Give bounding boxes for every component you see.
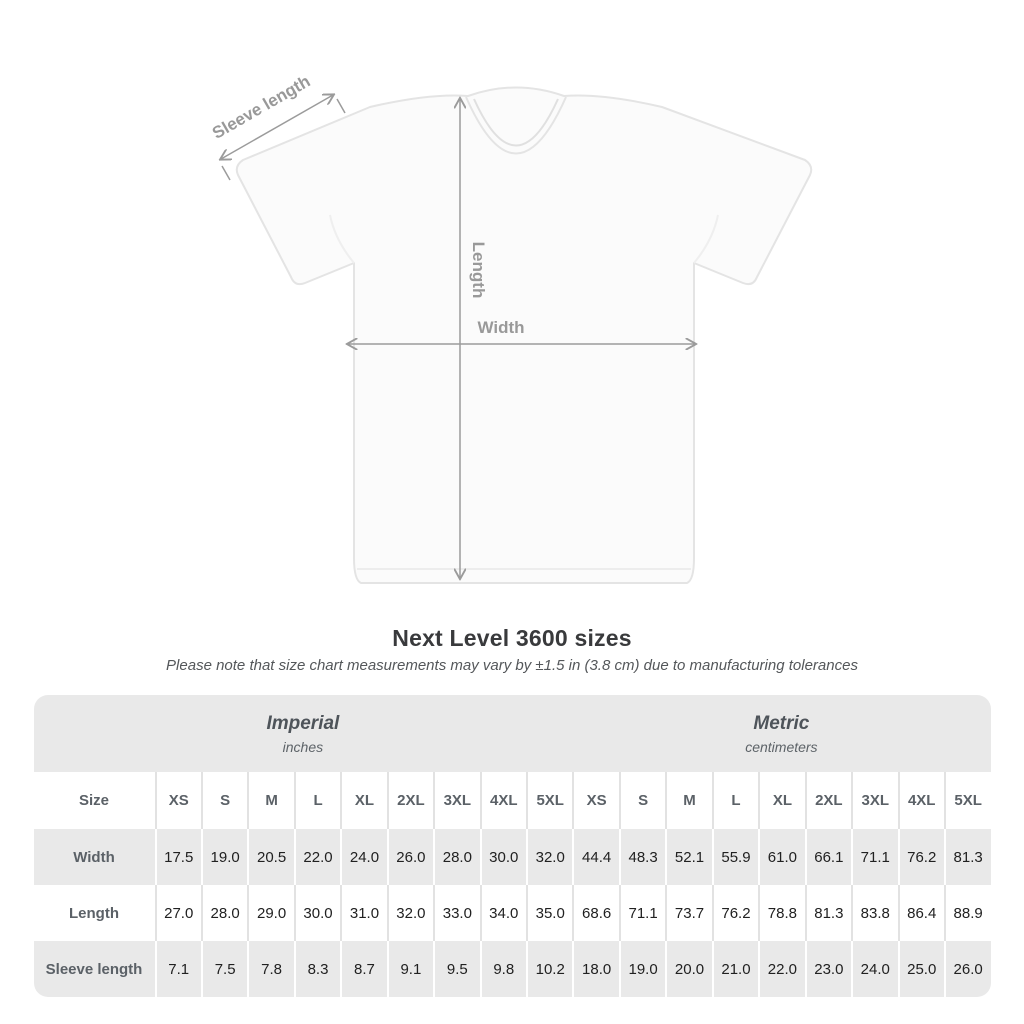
value-metric: 55.9 bbox=[712, 829, 758, 885]
imperial-sublabel: inches bbox=[282, 738, 324, 755]
value-imperial: 20.5 bbox=[247, 829, 293, 885]
measurement-row-length bbox=[34, 885, 991, 941]
value-imperial: 8.7 bbox=[340, 941, 386, 997]
row-label: Length bbox=[69, 904, 119, 922]
size-header-imperial: M bbox=[247, 772, 293, 829]
value-imperial: 10.2 bbox=[526, 941, 572, 997]
size-table-grid bbox=[34, 772, 991, 997]
value-metric: 21.0 bbox=[712, 941, 758, 997]
value-imperial: 29.0 bbox=[247, 885, 293, 941]
size-header-imperial: XL bbox=[340, 772, 386, 829]
value-metric: 25.0 bbox=[898, 941, 944, 997]
value-imperial: 7.5 bbox=[201, 941, 247, 997]
size-header-imperial: S bbox=[201, 772, 247, 829]
value-imperial: 17.5 bbox=[155, 829, 201, 885]
value-metric: 22.0 bbox=[758, 941, 804, 997]
width-label: Width bbox=[477, 318, 525, 337]
value-metric: 61.0 bbox=[758, 829, 804, 885]
size-header-metric: XS bbox=[572, 772, 618, 829]
value-imperial: 22.0 bbox=[294, 829, 340, 885]
value-imperial: 32.0 bbox=[387, 885, 433, 941]
value-imperial: 30.0 bbox=[294, 885, 340, 941]
row-label: Sleeve length bbox=[45, 960, 143, 978]
value-metric: 86.4 bbox=[898, 885, 944, 941]
measurement-row-sleeve-length bbox=[34, 941, 991, 997]
value-imperial: 35.0 bbox=[526, 885, 572, 941]
value-imperial: 27.0 bbox=[155, 885, 201, 941]
value-metric: 68.6 bbox=[572, 885, 618, 941]
value-imperial: 7.8 bbox=[247, 941, 293, 997]
size-header-metric: L bbox=[712, 772, 758, 829]
value-imperial: 8.3 bbox=[294, 941, 340, 997]
size-column-header: Size bbox=[78, 792, 109, 809]
size-header-imperial: L bbox=[294, 772, 340, 829]
size-header-metric: 3XL bbox=[851, 772, 897, 829]
value-imperial: 30.0 bbox=[480, 829, 526, 885]
row-label: Width bbox=[73, 848, 115, 866]
size-header-metric: 5XL bbox=[944, 772, 990, 829]
page-title: Next Level 3600 sizes bbox=[392, 625, 632, 651]
value-imperial: 19.0 bbox=[201, 829, 247, 885]
imperial-unit-header bbox=[34, 713, 573, 755]
sleeve-tick-right bbox=[337, 99, 345, 113]
value-metric: 20.0 bbox=[665, 941, 711, 997]
value-metric: 88.9 bbox=[944, 885, 990, 941]
value-imperial: 7.1 bbox=[155, 941, 201, 997]
value-imperial: 26.0 bbox=[387, 829, 433, 885]
length-label: Length bbox=[469, 241, 488, 299]
sleeve-tick-left bbox=[222, 166, 230, 180]
value-metric: 18.0 bbox=[572, 941, 618, 997]
metric-unit-header bbox=[572, 713, 990, 755]
size-header-imperial: 5XL bbox=[526, 772, 572, 829]
value-metric: 81.3 bbox=[944, 829, 990, 885]
size-header-metric: 4XL bbox=[898, 772, 944, 829]
value-metric: 78.8 bbox=[758, 885, 804, 941]
imperial-label: Imperial bbox=[266, 712, 340, 734]
value-imperial: 31.0 bbox=[340, 885, 386, 941]
value-imperial: 24.0 bbox=[340, 829, 386, 885]
metric-sublabel: centimeters bbox=[745, 738, 818, 755]
value-metric: 48.3 bbox=[619, 829, 665, 885]
value-metric: 44.4 bbox=[572, 829, 618, 885]
value-metric: 83.8 bbox=[851, 885, 897, 941]
value-metric: 73.7 bbox=[665, 885, 711, 941]
size-header-row bbox=[34, 772, 991, 829]
value-imperial: 9.8 bbox=[480, 941, 526, 997]
metric-label: Metric bbox=[753, 712, 810, 734]
value-metric: 76.2 bbox=[712, 885, 758, 941]
unit-header-band bbox=[34, 695, 991, 772]
size-chart-table bbox=[34, 695, 991, 997]
value-metric: 24.0 bbox=[851, 941, 897, 997]
size-header-imperial: 2XL bbox=[387, 772, 433, 829]
size-header-imperial: XS bbox=[155, 772, 201, 829]
value-metric: 23.0 bbox=[805, 941, 851, 997]
value-metric: 26.0 bbox=[944, 941, 990, 997]
value-imperial: 28.0 bbox=[201, 885, 247, 941]
value-imperial: 32.0 bbox=[526, 829, 572, 885]
size-header-metric: M bbox=[665, 772, 711, 829]
size-header-metric: 2XL bbox=[805, 772, 851, 829]
value-imperial: 28.0 bbox=[433, 829, 479, 885]
value-metric: 52.1 bbox=[665, 829, 711, 885]
value-imperial: 9.1 bbox=[387, 941, 433, 997]
size-header-imperial: 4XL bbox=[480, 772, 526, 829]
value-metric: 81.3 bbox=[805, 885, 851, 941]
sleeve-length-label: Sleeve length bbox=[209, 71, 314, 143]
value-metric: 19.0 bbox=[619, 941, 665, 997]
size-header-metric: XL bbox=[758, 772, 804, 829]
tolerance-note: Please note that size chart measurements may vary by ±1.5 in (3.8 cm) due to manufacturing tolerances bbox=[166, 657, 858, 674]
value-metric: 66.1 bbox=[805, 829, 851, 885]
size-header-imperial: 3XL bbox=[433, 772, 479, 829]
value-metric: 71.1 bbox=[619, 885, 665, 941]
value-metric: 71.1 bbox=[851, 829, 897, 885]
measurement-row-width bbox=[34, 829, 991, 885]
value-metric: 76.2 bbox=[898, 829, 944, 885]
value-imperial: 33.0 bbox=[433, 885, 479, 941]
value-imperial: 9.5 bbox=[433, 941, 479, 997]
value-imperial: 34.0 bbox=[480, 885, 526, 941]
size-header-metric: S bbox=[619, 772, 665, 829]
